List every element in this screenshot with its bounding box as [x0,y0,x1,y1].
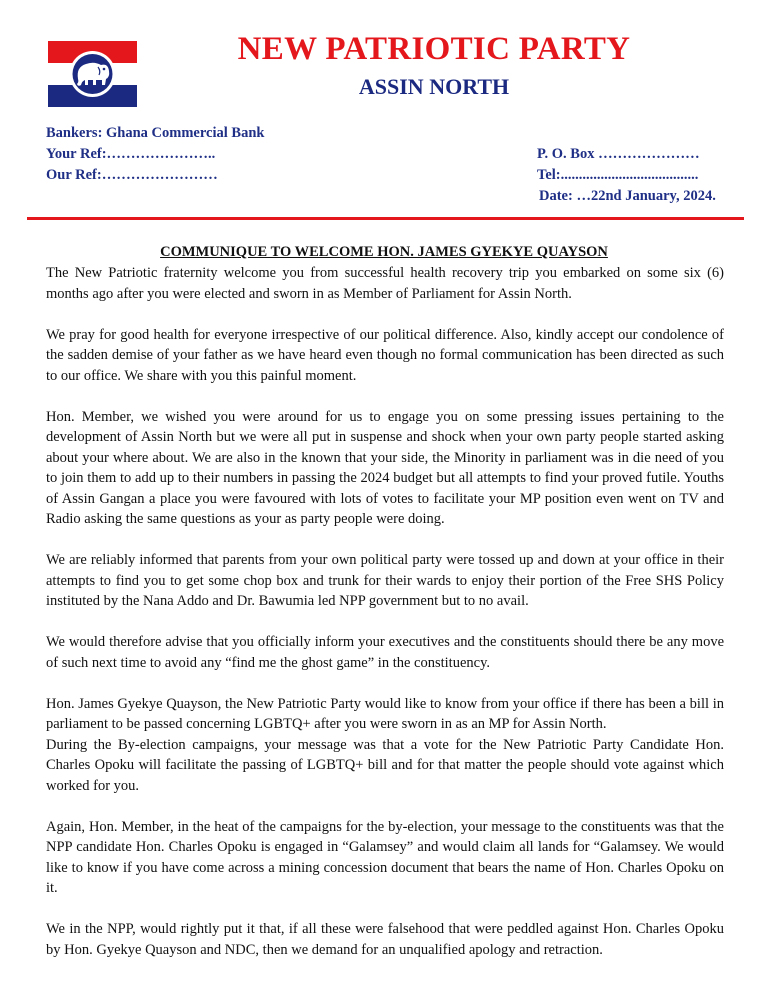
communique-heading: COMMUNIQUE TO WELCOME HON. JAMES GYEKYE QUAYSON [160,244,608,260]
paragraph: Again, Hon. Member, in the heat of the campaigns for the by-election, your message to the constituents was that the NPP candidate Hon. Charles Opoku is engaged in “Galamsey” and would claim all lands for “Galamsey. We would like to know if you have come across a mining concession document that bears the name of Hon. Charles Opoku on it. [46,818,724,896]
paragraph: The New Patriotic fraternity welcome you from successful health recovery trip you embarked on some six (6) months ago after you were elected and sworn in as Member of Parliament for Assin North. [46,265,724,302]
po-box-line: P. O. Box ………………… [537,146,700,162]
paragraph: During the By-election campaigns, your message was that a vote for the New Patriotic Party Candidate Hon. Charles Opoku will facilitate the passing of LGBTQ+ bill and for that matter the people should vote against which worked for you. [46,736,724,794]
reference-block [46,123,264,186]
date-line: Date: …22nd January, 2024. [539,188,716,204]
our-ref-line: Our Ref:…………………… [46,167,218,183]
party-title: NEW PATRIOTIC PARTY [237,31,631,67]
paragraph: Hon. Member, we wished you were around for us to engage you on some pressing issues pertaining to the development of Assin North but we were all put in suspense and shock when your own party people started asking about your where about. We are also in the known that your side, the Minority in parliament was in die need of you to join them to add up to their numbers in passing the 2024 budget but all attempts to find your proved futile. Youths of Assin Gangan a place you were favoured with lots of votes to facilitate your MP position even went on TV and Radio asking the same questions as your as party people were doing. [46,408,724,527]
letterhead-divider [27,217,744,220]
paragraph: We in the NPP, would rightly put it that, if all these were falsehood that were peddled against Hon. Charles Opoku by Hon. Gyekye Quayson and NDC, then we demand for an unqualified apology and retraction. [46,921,724,958]
address-block [537,144,716,207]
constituency-subtitle: ASSIN NORTH [358,74,510,99]
paragraph: We pray for good health for everyone irrespective of our political difference. Also, kindly accept our condolence of the sadden demise of your father as we have heard even though no formal communication has been directed as such to our office. We share with you this painful moment. [46,326,724,384]
paragraph: We are reliably informed that parents from your own political party were tossed up and down at your office in their attempts to find you to get some chop box and trunk for their wards to enjoy their portion of the Free SHS Policy instituted by the Nana Addo and Dr. Bawumia led NPP government but to no avail. [46,552,724,609]
tel-line: Tel:...................................... [537,167,699,183]
letter-body [46,263,724,981]
bankers-line: Bankers: Ghana Commercial Bank [46,125,265,141]
your-ref-line: Your Ref:………………….. [46,146,216,162]
paragraph: Hon. James Gyekye Quayson, the New Patriotic Party would like to know from your office if there has been a bill in parliament to be passed concerning LGBTQ+ after you were sworn in as an MP for Assin North. [46,695,724,732]
paragraph: We would therefore advise that you officially inform your executives and the constituents should there be any move of such next time to avoid any “find me the ghost game” in the constituency. [46,634,724,671]
